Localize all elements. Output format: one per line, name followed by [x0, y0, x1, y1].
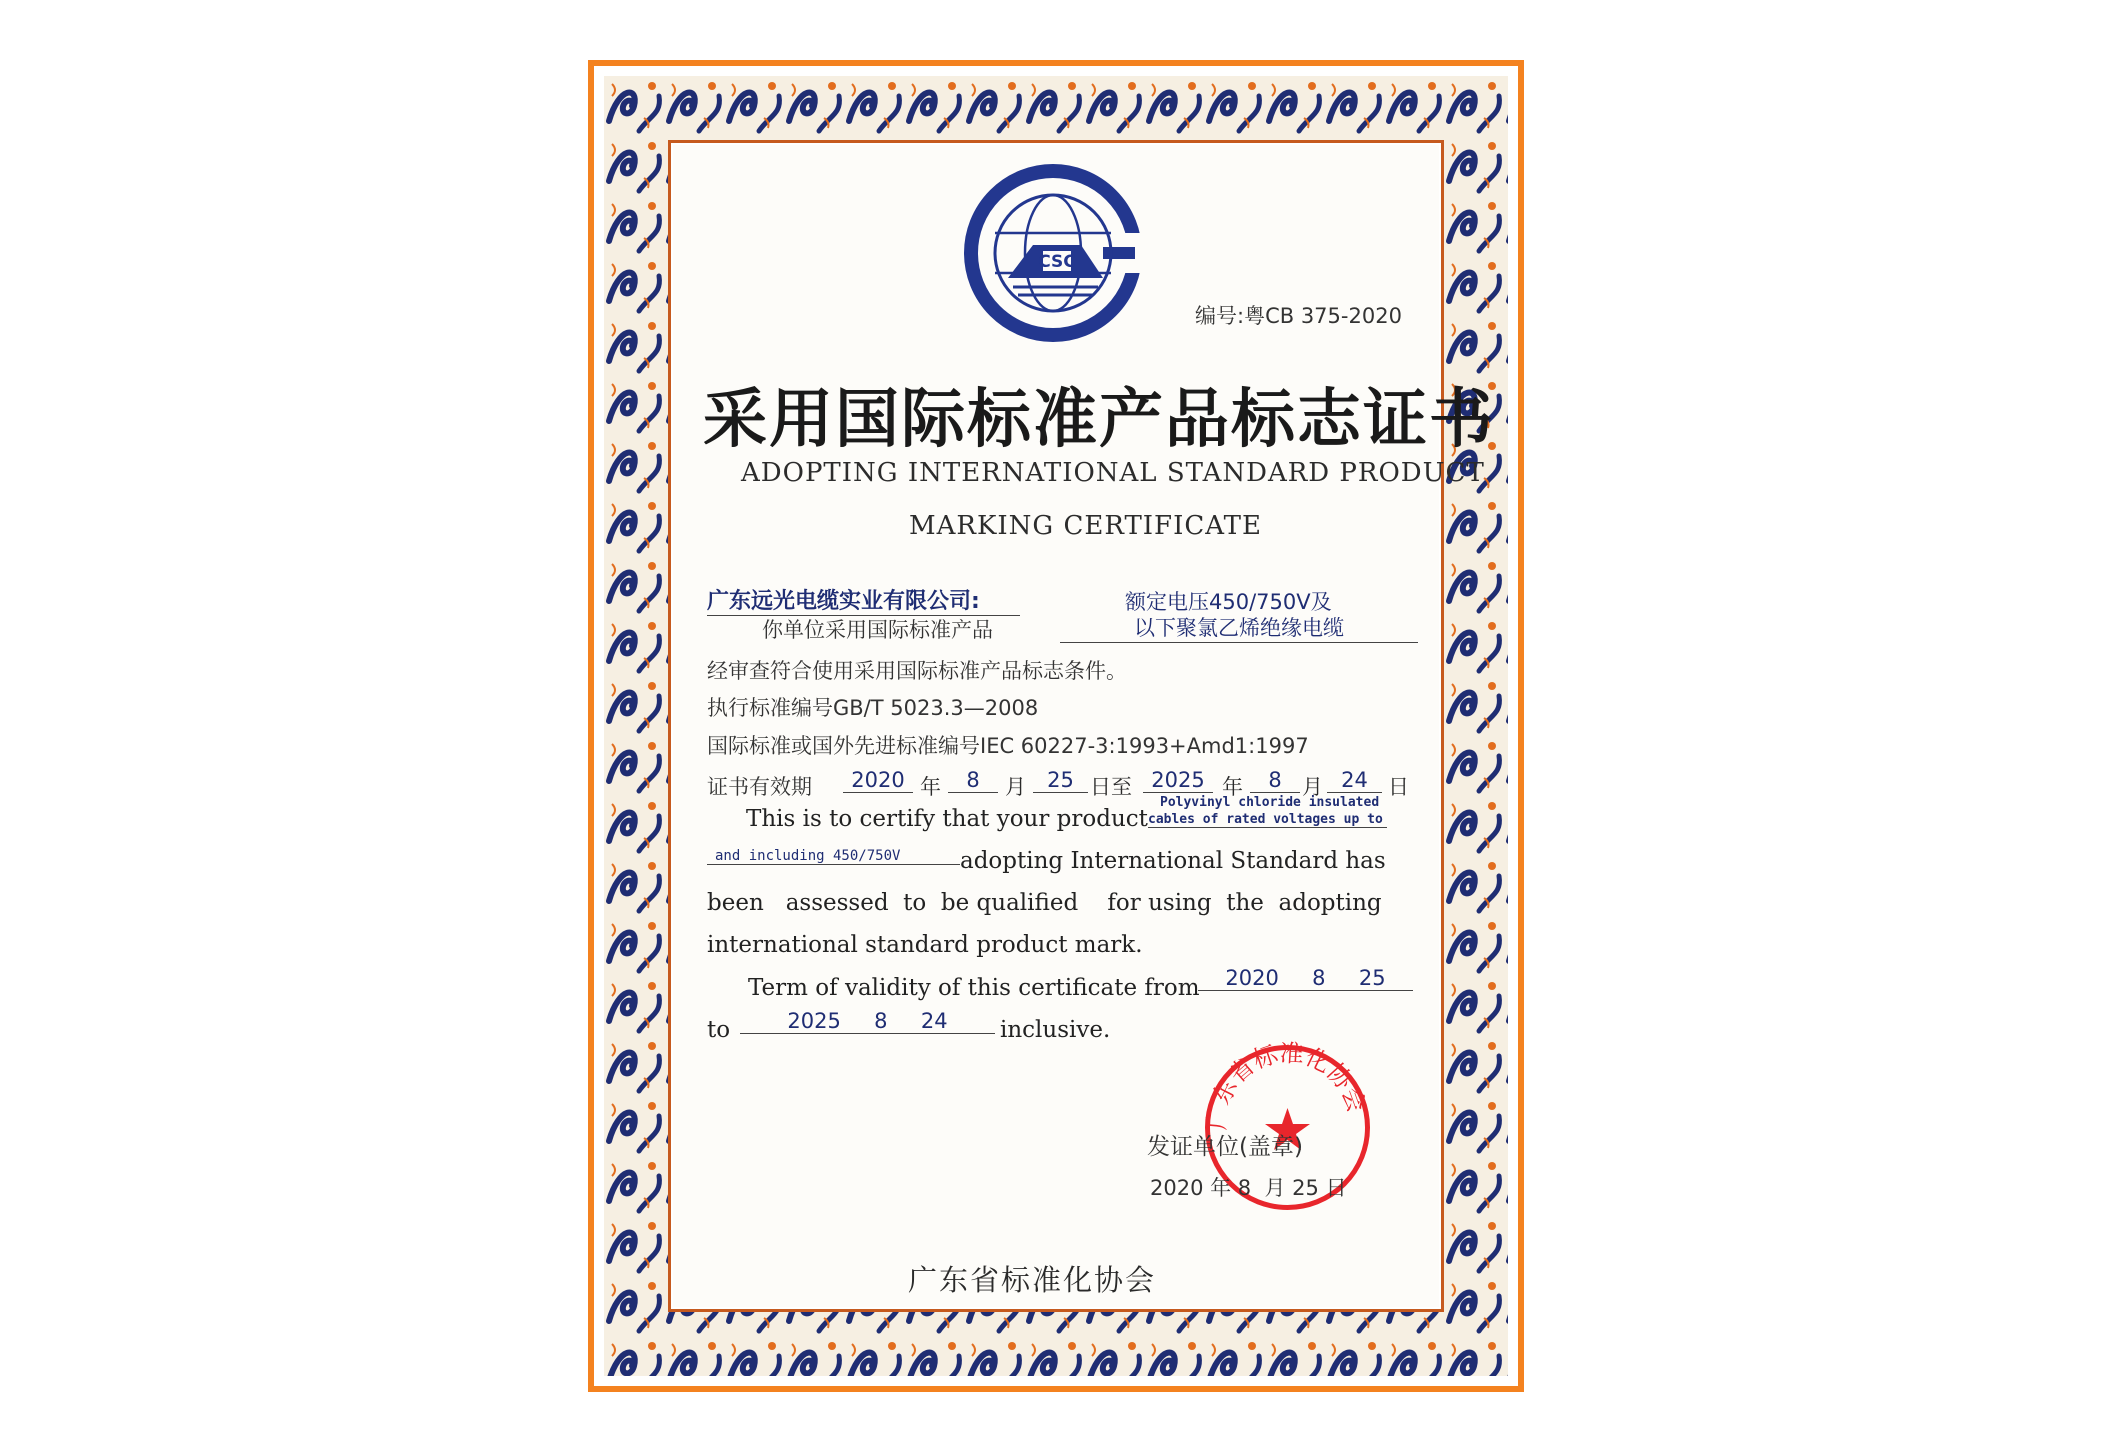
en-certify: This is to certify that your product [746, 806, 1148, 832]
en-inclusive: inclusive. [1000, 1017, 1111, 1043]
validity-to-day: 24 [1327, 768, 1382, 793]
en-product-line2: cables of rated voltages up to [1148, 812, 1387, 828]
validity-label: 证书有效期 [707, 775, 812, 799]
product-cn-line2: 以下聚氯乙烯绝缘电缆 [1060, 612, 1418, 643]
validity-from-month: 8 [948, 768, 998, 793]
validity-from-day: 25 [1033, 768, 1088, 793]
en-product-line1: Polyvinyl chloride insulated [1160, 795, 1380, 810]
en-from-date: 2020 8 25 [1198, 966, 1413, 991]
product-cn-line1: 额定电压450/750V及 [1125, 590, 1332, 614]
en-to-label: to [707, 1017, 731, 1043]
issuer-label: 发证单位(盖章) [1147, 1134, 1303, 1160]
char-month-2: 月 [1302, 775, 1323, 799]
review-text: 经审查符合使用采用国际标准产品标志条件。 [707, 659, 1127, 683]
organization-name: 广东省标准化协会 [908, 1263, 1157, 1297]
product-prefix: 你单位采用国际标准产品 [762, 618, 993, 642]
char-year-2: 年 [1222, 775, 1243, 799]
standard-number: 执行标准编号GB/T 5023.3—2008 [707, 696, 1039, 720]
intl-standard-number: 国际标准或国外先进标准编号IEC 60227-3:1993+Amd1:1997 [707, 734, 1309, 758]
validity-to-month: 8 [1250, 768, 1300, 793]
title-en-line2: MARKING CERTIFICATE [909, 511, 1262, 541]
en-mark: international standard product mark. [707, 932, 1143, 958]
char-day-2: 日 [1388, 775, 1409, 799]
issue-date: 2020 年 8 月 25 日 [1150, 1176, 1347, 1200]
csc-logo [963, 163, 1143, 343]
title-en-line1: ADOPTING INTERNATIONAL STANDARD PRODUCT [741, 458, 1485, 488]
title-cn: 采用国际标准产品标志证书 [703, 383, 1495, 457]
en-assessed: been assessed to be qualified for using the adopting [707, 890, 1382, 916]
seal-text: 广东省标准化协会 [1202, 1040, 1371, 1131]
en-to-date: 2025 8 24 [740, 1009, 995, 1034]
cert-number: 编号:粤CB 375-2020 [1195, 304, 1402, 328]
company-name: 广东远光电缆实业有限公司: [707, 584, 1020, 616]
char-to: 日至 [1090, 775, 1132, 799]
validity-to-year: 2025 [1143, 768, 1213, 793]
logo-text: CSC [1038, 252, 1076, 272]
en-product-line3: and including 450/750V [707, 848, 960, 865]
char-month-1: 月 [1005, 775, 1026, 799]
char-year-1: 年 [920, 775, 941, 799]
en-adopting: adopting International Standard has [960, 848, 1386, 874]
validity-from-year: 2020 [843, 768, 913, 793]
en-term: Term of validity of this certificate from [748, 975, 1200, 1001]
